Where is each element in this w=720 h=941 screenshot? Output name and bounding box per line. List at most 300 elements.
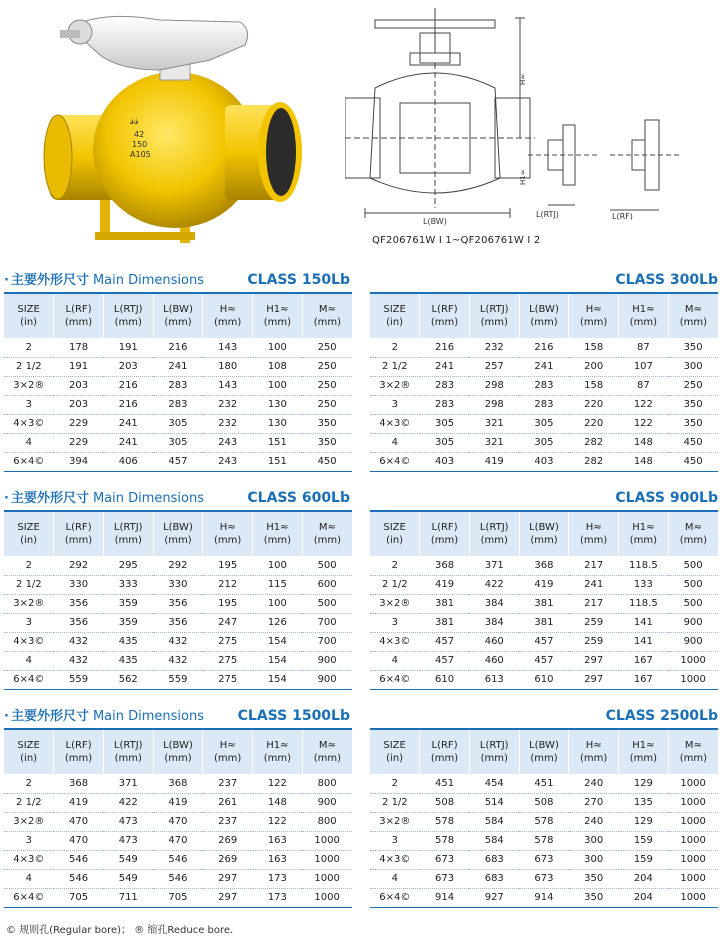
- column-header: SIZE (in): [4, 730, 54, 774]
- table-row: [4, 395, 352, 414]
- value-cell: 217: [569, 594, 619, 613]
- value-cell: 500: [668, 594, 718, 613]
- value-cell: 432: [153, 651, 203, 670]
- size-cell: 3: [370, 395, 420, 414]
- value-cell: 297: [203, 888, 253, 907]
- value-cell: 241: [153, 357, 203, 376]
- value-cell: 508: [420, 793, 470, 812]
- value-cell: 1000: [668, 793, 718, 812]
- value-cell: 126: [253, 613, 303, 632]
- value-cell: 305: [420, 433, 470, 452]
- value-cell: 297: [569, 670, 619, 689]
- size-cell: 6×4©: [370, 452, 420, 471]
- value-cell: 100: [253, 376, 303, 395]
- value-cell: 368: [519, 556, 569, 575]
- size-cell: 6×4©: [370, 670, 420, 689]
- value-cell: 460: [469, 632, 519, 651]
- value-cell: 359: [103, 594, 153, 613]
- value-cell: 305: [519, 414, 569, 433]
- size-cell: 4: [370, 869, 420, 888]
- size-cell: 3×2®: [4, 594, 54, 613]
- value-cell: 473: [103, 831, 153, 850]
- value-cell: 229: [54, 433, 104, 452]
- value-cell: 237: [203, 774, 253, 793]
- class-label: CLASS 2500Lb: [605, 708, 718, 724]
- value-cell: 356: [153, 613, 203, 632]
- table-row: [4, 433, 352, 452]
- value-cell: 297: [203, 869, 253, 888]
- value-cell: 381: [519, 594, 569, 613]
- value-cell: 700: [302, 632, 352, 651]
- value-cell: 578: [420, 831, 470, 850]
- value-cell: 900: [302, 793, 352, 812]
- footnote: © 规则孔(Regular bore)； ® 缩孔Reduce bore.: [6, 925, 234, 936]
- value-cell: 250: [302, 338, 352, 357]
- size-cell: 2 1/2: [370, 575, 420, 594]
- value-cell: 683: [469, 869, 519, 888]
- value-cell: 470: [153, 812, 203, 831]
- dim-label-lrtj: L(RTJ): [536, 210, 559, 219]
- size-cell: 2 1/2: [4, 357, 54, 376]
- value-cell: 546: [54, 850, 104, 869]
- value-cell: 229: [54, 414, 104, 433]
- value-cell: 610: [519, 670, 569, 689]
- value-cell: 173: [253, 869, 303, 888]
- value-cell: 683: [469, 850, 519, 869]
- value-cell: 403: [420, 452, 470, 471]
- rf-end-drawing: [610, 115, 680, 220]
- value-cell: 432: [153, 632, 203, 651]
- column-header: M≈ (mm): [668, 512, 718, 556]
- value-cell: 151: [253, 452, 303, 471]
- header-row: [4, 730, 352, 774]
- value-cell: 283: [420, 376, 470, 395]
- size-cell: 2: [4, 556, 54, 575]
- size-cell: 4: [4, 869, 54, 888]
- value-cell: 292: [54, 556, 104, 575]
- value-cell: 1000: [668, 869, 718, 888]
- value-cell: 141: [619, 632, 669, 651]
- value-cell: 243: [203, 452, 253, 471]
- value-cell: 87: [619, 376, 669, 395]
- size-cell: 4×3©: [4, 632, 54, 651]
- value-cell: 321: [469, 433, 519, 452]
- value-cell: 394: [54, 452, 104, 471]
- value-cell: 514: [469, 793, 519, 812]
- value-cell: 432: [54, 632, 104, 651]
- value-cell: 371: [103, 774, 153, 793]
- section-heading: · 主要外形尺寸 Main Dimensions: [4, 273, 205, 288]
- value-cell: 282: [569, 452, 619, 471]
- table-row: [370, 452, 718, 471]
- value-cell: 298: [469, 376, 519, 395]
- dim-label-lbw: L(BW): [423, 217, 447, 226]
- value-cell: 122: [253, 812, 303, 831]
- value-cell: 275: [203, 651, 253, 670]
- size-cell: 2: [370, 556, 420, 575]
- value-cell: 195: [203, 556, 253, 575]
- value-cell: 200: [569, 357, 619, 376]
- size-cell: 6×4©: [370, 888, 420, 907]
- value-cell: 115: [253, 575, 303, 594]
- value-cell: 283: [153, 376, 203, 395]
- value-cell: 237: [203, 812, 253, 831]
- value-cell: 250: [302, 357, 352, 376]
- table-row: [4, 338, 352, 357]
- size-cell: 3: [370, 613, 420, 632]
- value-cell: 330: [153, 575, 203, 594]
- value-cell: 330: [54, 575, 104, 594]
- dimension-table: [370, 728, 718, 908]
- size-cell: 6×4©: [4, 888, 54, 907]
- dimension-grid: [370, 512, 718, 690]
- dimension-table: [370, 510, 718, 690]
- value-cell: 381: [420, 613, 470, 632]
- value-cell: 283: [519, 395, 569, 414]
- column-header: L(BW) (mm): [153, 730, 203, 774]
- value-cell: 163: [253, 850, 303, 869]
- value-cell: 275: [203, 632, 253, 651]
- value-cell: 473: [103, 812, 153, 831]
- table-row: [370, 433, 718, 452]
- value-cell: 148: [253, 793, 303, 812]
- value-cell: 158: [569, 338, 619, 357]
- value-cell: 269: [203, 831, 253, 850]
- value-cell: 203: [103, 357, 153, 376]
- table-row: [370, 651, 718, 670]
- value-cell: 450: [302, 452, 352, 471]
- dimension-table: [4, 728, 352, 908]
- value-cell: 232: [469, 338, 519, 357]
- value-cell: 283: [153, 395, 203, 414]
- value-cell: 240: [569, 812, 619, 831]
- header-row: [370, 730, 718, 774]
- value-cell: 178: [54, 338, 104, 357]
- column-header: L(RF) (mm): [54, 730, 104, 774]
- value-cell: 1000: [668, 812, 718, 831]
- size-cell: 4: [370, 433, 420, 452]
- value-cell: 195: [203, 594, 253, 613]
- column-header: M≈ (mm): [302, 294, 352, 338]
- value-cell: 356: [54, 594, 104, 613]
- value-cell: 584: [469, 831, 519, 850]
- value-cell: 300: [569, 831, 619, 850]
- value-cell: 457: [519, 632, 569, 651]
- column-header: M≈ (mm): [668, 730, 718, 774]
- value-cell: 451: [420, 774, 470, 793]
- value-cell: 135: [619, 793, 669, 812]
- value-cell: 610: [420, 670, 470, 689]
- value-cell: 143: [203, 338, 253, 357]
- header-row: [370, 512, 718, 556]
- size-cell: 3: [4, 613, 54, 632]
- value-cell: 154: [253, 632, 303, 651]
- column-header: H≈ (mm): [569, 512, 619, 556]
- value-cell: 270: [569, 793, 619, 812]
- value-cell: 130: [253, 414, 303, 433]
- size-cell: 4: [4, 433, 54, 452]
- value-cell: 163: [253, 831, 303, 850]
- value-cell: 122: [253, 774, 303, 793]
- column-header: L(BW) (mm): [519, 294, 569, 338]
- value-cell: 368: [153, 774, 203, 793]
- value-cell: 217: [569, 556, 619, 575]
- value-cell: 141: [619, 613, 669, 632]
- column-header: H1≈ (mm): [253, 730, 303, 774]
- value-cell: 333: [103, 575, 153, 594]
- size-cell: 6×4©: [4, 670, 54, 689]
- value-cell: 350: [668, 395, 718, 414]
- dimension-grid: [4, 730, 352, 908]
- value-cell: 292: [153, 556, 203, 575]
- marking-line: 150: [132, 140, 148, 149]
- class-label: CLASS 300Lb: [615, 272, 718, 288]
- table-row: [4, 651, 352, 670]
- value-cell: 216: [519, 338, 569, 357]
- value-cell: 241: [103, 414, 153, 433]
- value-cell: 204: [619, 869, 669, 888]
- rtj-end-drawing: [528, 115, 598, 220]
- size-cell: 2 1/2: [370, 357, 420, 376]
- value-cell: 321: [469, 414, 519, 433]
- value-cell: 247: [203, 613, 253, 632]
- value-cell: 232: [203, 395, 253, 414]
- value-cell: 457: [420, 651, 470, 670]
- value-cell: 167: [619, 670, 669, 689]
- value-cell: 381: [420, 594, 470, 613]
- value-cell: 559: [54, 670, 104, 689]
- value-cell: 546: [153, 850, 203, 869]
- value-cell: 559: [153, 670, 203, 689]
- size-cell: 2 1/2: [4, 575, 54, 594]
- value-cell: 900: [668, 613, 718, 632]
- value-cell: 460: [469, 651, 519, 670]
- value-cell: 384: [469, 613, 519, 632]
- value-cell: 203: [54, 376, 104, 395]
- value-cell: 295: [103, 556, 153, 575]
- value-cell: 154: [253, 670, 303, 689]
- dimension-grid: [370, 294, 718, 472]
- column-header: SIZE (in): [4, 512, 54, 556]
- size-cell: 6×4©: [4, 452, 54, 471]
- column-header: L(RF) (mm): [54, 512, 104, 556]
- table-row: [4, 556, 352, 575]
- value-cell: 240: [569, 774, 619, 793]
- size-cell: 3×2®: [4, 812, 54, 831]
- value-cell: 900: [302, 670, 352, 689]
- value-cell: 457: [153, 452, 203, 471]
- table-row: [4, 869, 352, 888]
- value-cell: 173: [253, 888, 303, 907]
- value-cell: 159: [619, 850, 669, 869]
- column-header: M≈ (mm): [302, 730, 352, 774]
- value-cell: 1000: [668, 888, 718, 907]
- value-cell: 350: [668, 414, 718, 433]
- value-cell: 422: [469, 575, 519, 594]
- value-cell: 356: [153, 594, 203, 613]
- value-cell: 241: [569, 575, 619, 594]
- table-row: [4, 613, 352, 632]
- column-header: H1≈ (mm): [253, 512, 303, 556]
- value-cell: 122: [619, 395, 669, 414]
- value-cell: 500: [668, 556, 718, 575]
- value-cell: 914: [420, 888, 470, 907]
- header-row: [370, 294, 718, 338]
- column-header: L(RF) (mm): [420, 294, 470, 338]
- column-header: H≈ (mm): [203, 730, 253, 774]
- value-cell: 673: [420, 850, 470, 869]
- value-cell: 159: [619, 831, 669, 850]
- marking-line: A105: [130, 150, 151, 159]
- value-cell: 269: [203, 850, 253, 869]
- table-row: [370, 632, 718, 651]
- dimension-grid: [4, 294, 352, 472]
- table-row: [4, 575, 352, 594]
- size-cell: 3×2®: [370, 594, 420, 613]
- size-cell: 2: [4, 774, 54, 793]
- value-cell: 298: [469, 395, 519, 414]
- table-row: [370, 793, 718, 812]
- value-cell: 300: [569, 850, 619, 869]
- value-cell: 500: [302, 556, 352, 575]
- value-cell: 419: [420, 575, 470, 594]
- size-cell: 3×2®: [370, 812, 420, 831]
- value-cell: 180: [203, 357, 253, 376]
- value-cell: 673: [420, 869, 470, 888]
- dimension-grid: [370, 730, 718, 908]
- section-heading: · 主要外形尺寸 Main Dimensions: [4, 491, 205, 506]
- table-row: [370, 338, 718, 357]
- table-row: [370, 613, 718, 632]
- value-cell: 673: [519, 850, 569, 869]
- value-cell: 419: [519, 575, 569, 594]
- value-cell: 350: [668, 338, 718, 357]
- table-row: [4, 376, 352, 395]
- column-header: H1≈ (mm): [253, 294, 303, 338]
- value-cell: 148: [619, 452, 669, 471]
- value-cell: 613: [469, 670, 519, 689]
- table-row: [370, 850, 718, 869]
- value-cell: 432: [54, 651, 104, 670]
- value-cell: 1000: [668, 831, 718, 850]
- value-cell: 305: [519, 433, 569, 452]
- value-cell: 500: [302, 594, 352, 613]
- table-row: [370, 575, 718, 594]
- value-cell: 800: [302, 774, 352, 793]
- value-cell: 259: [569, 632, 619, 651]
- value-cell: 241: [103, 433, 153, 452]
- column-header: SIZE (in): [370, 512, 420, 556]
- size-cell: 4: [4, 651, 54, 670]
- value-cell: 243: [203, 433, 253, 452]
- table-row: [4, 594, 352, 613]
- value-cell: 212: [203, 575, 253, 594]
- value-cell: 204: [619, 888, 669, 907]
- svg-text:𝓈𝓈: 𝓈𝓈: [130, 113, 139, 127]
- value-cell: 257: [469, 357, 519, 376]
- value-cell: 451: [519, 774, 569, 793]
- column-header: L(RTJ) (mm): [469, 294, 519, 338]
- size-cell: 3×2®: [4, 376, 54, 395]
- value-cell: 118.5: [619, 556, 669, 575]
- size-cell: 4×3©: [370, 850, 420, 869]
- value-cell: 470: [54, 812, 104, 831]
- column-header: L(BW) (mm): [153, 294, 203, 338]
- class-label: CLASS 900Lb: [615, 490, 718, 506]
- column-header: L(RTJ) (mm): [469, 730, 519, 774]
- value-cell: 359: [103, 613, 153, 632]
- column-header: H≈ (mm): [569, 730, 619, 774]
- table-row: [4, 414, 352, 433]
- value-cell: 107: [619, 357, 669, 376]
- value-cell: 600: [302, 575, 352, 594]
- size-cell: 4: [370, 651, 420, 670]
- value-cell: 371: [469, 556, 519, 575]
- value-cell: 673: [519, 869, 569, 888]
- value-cell: 435: [103, 632, 153, 651]
- value-cell: 1000: [668, 651, 718, 670]
- value-cell: 562: [103, 670, 153, 689]
- value-cell: 305: [153, 414, 203, 433]
- table-row: [4, 793, 352, 812]
- value-cell: 250: [302, 376, 352, 395]
- table-row: [370, 831, 718, 850]
- value-cell: 167: [619, 651, 669, 670]
- value-cell: 1000: [302, 888, 352, 907]
- size-cell: 4×3©: [4, 414, 54, 433]
- value-cell: 705: [54, 888, 104, 907]
- column-header: L(RF) (mm): [54, 294, 104, 338]
- column-header: M≈ (mm): [668, 294, 718, 338]
- table-row: [4, 888, 352, 907]
- value-cell: 305: [420, 414, 470, 433]
- value-cell: 368: [54, 774, 104, 793]
- value-cell: 384: [469, 594, 519, 613]
- table-row: [370, 888, 718, 907]
- value-cell: 133: [619, 575, 669, 594]
- value-cell: 350: [302, 433, 352, 452]
- dim-label-lrf: L(RF): [612, 212, 633, 220]
- value-cell: 350: [569, 888, 619, 907]
- value-cell: 216: [103, 395, 153, 414]
- size-cell: 4×3©: [370, 414, 420, 433]
- value-cell: 122: [619, 414, 669, 433]
- table-row: [4, 357, 352, 376]
- value-cell: 700: [302, 613, 352, 632]
- marking-line: 42: [134, 130, 145, 139]
- value-cell: 800: [302, 812, 352, 831]
- value-cell: 1000: [668, 670, 718, 689]
- value-cell: 500: [668, 575, 718, 594]
- header-row: [4, 294, 352, 338]
- column-header: L(RTJ) (mm): [103, 730, 153, 774]
- value-cell: 250: [302, 395, 352, 414]
- value-cell: 100: [253, 594, 303, 613]
- value-cell: 470: [54, 831, 104, 850]
- table-row: [370, 357, 718, 376]
- value-cell: 1000: [302, 869, 352, 888]
- model-number-line: QF206761W Ⅰ 1~QF206761W Ⅰ 2: [372, 235, 541, 246]
- value-cell: 419: [153, 793, 203, 812]
- value-cell: 275: [203, 670, 253, 689]
- section-heading: · 主要外形尺寸 Main Dimensions: [4, 709, 205, 724]
- column-header: H≈ (mm): [569, 294, 619, 338]
- column-header: L(RF) (mm): [420, 512, 470, 556]
- value-cell: 356: [54, 613, 104, 632]
- column-header: H1≈ (mm): [619, 294, 669, 338]
- value-cell: 350: [302, 414, 352, 433]
- size-cell: 2 1/2: [4, 793, 54, 812]
